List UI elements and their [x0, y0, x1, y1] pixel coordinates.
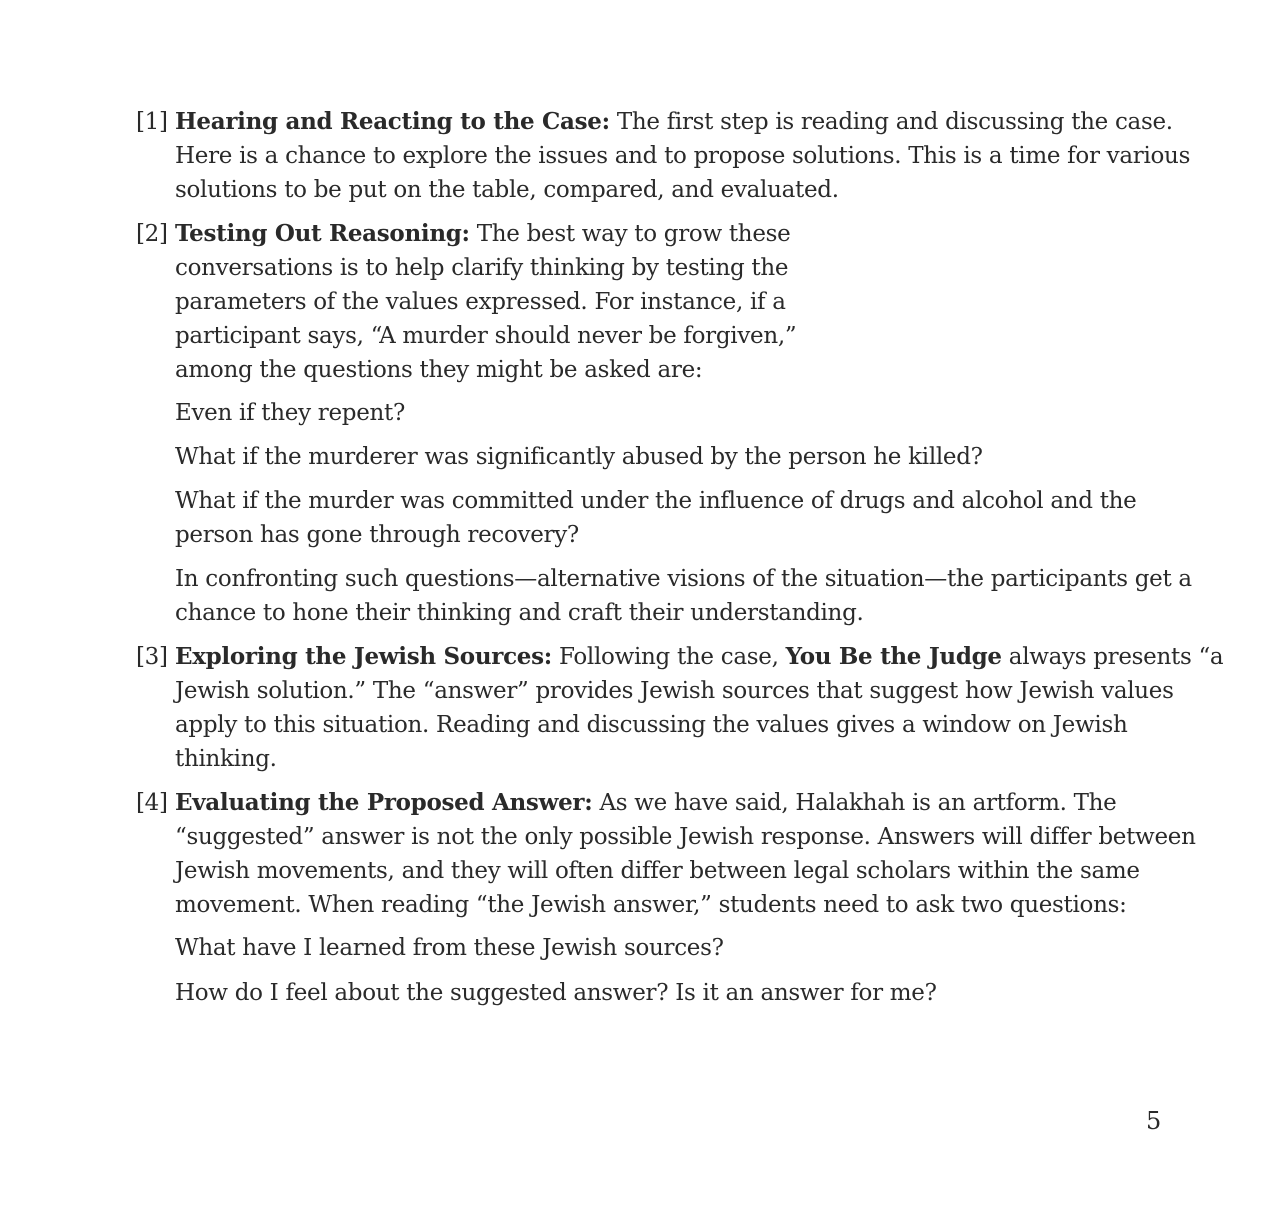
item-number: [3]: [136, 644, 168, 670]
item-line: among the questions they might be asked are:: [175, 357, 703, 383]
item-heading: Evaluating the Proposed Answer:: [175, 789, 593, 816]
page-number: 5: [1146, 1107, 1162, 1135]
item-text: Exploring the Jewish Sources: Following the case, You Be the Judge always presents “a Jewish solution.” The “answer” provides Jewish sources that suggest how Jewish values apply to this situation. Reading and discussing the values gives a window on Jewish thinking.: [175, 640, 1223, 776]
followup-paragraph: In confronting such questions—alternative visions of the situation—the participants get a chance to hone their thinking and craft their understanding.: [175, 566, 1192, 626]
item-line: solutions to be put on the table, compared, and evaluated.: [175, 177, 839, 203]
item-line: apply to this situation. Reading and discussing the values gives a window on Jewish: [175, 712, 1128, 738]
item-number: [1]: [136, 109, 168, 135]
followup-paragraph: What have I learned from these Jewish sources?: [175, 935, 724, 961]
item-line: thinking.: [175, 746, 277, 772]
item-number: [2]: [136, 221, 168, 247]
item-line: conversations is to help clarify thinking by testing the: [175, 255, 789, 281]
item-line: parameters of the values expressed. For instance, if a: [175, 289, 786, 315]
item-line: The best way to grow these: [469, 221, 791, 247]
followup-paragraph: Even if they repent?: [175, 400, 405, 426]
followup-paragraph: What if the murderer was significantly abused by the person he killed?: [175, 444, 983, 470]
item-line: movement. When reading “the Jewish answer,” students need to ask two questions:: [175, 892, 1127, 918]
item-line: Here is a chance to explore the issues and to propose solutions. This is a time for various: [175, 143, 1191, 169]
item-heading: Exploring the Jewish Sources:: [175, 643, 552, 670]
book-title: You Be the Judge: [785, 643, 1002, 670]
item-line: participant says, “A murder should never be forgiven,”: [175, 323, 797, 349]
item-line: Jewish solution.” The “answer” provides Jewish sources that suggest how Jewish values: [175, 678, 1174, 704]
item-line: The first step is reading and discussing the case.: [609, 109, 1173, 135]
followup-paragraph: How do I feel about the suggested answer? Is it an answer for me?: [175, 980, 937, 1006]
item-text: [175, 105, 1190, 207]
item-number: [4]: [136, 790, 168, 816]
item-line: Jewish movements, and they will often differ between legal scholars within the same: [175, 858, 1140, 884]
item-line: As we have said, Halakhah is an artform. The: [592, 790, 1117, 816]
item-text: [175, 217, 796, 387]
item-heading: Hearing and Reacting to the Case:: [175, 108, 610, 135]
followup-paragraph: What if the murder was committed under the influence of drugs and alcohol and the person has gone through recovery?: [175, 488, 1137, 548]
item-text: [175, 786, 1196, 922]
item-line: “suggested” answer is not the only possible Jewish response. Answers will differ between: [175, 824, 1196, 850]
item-heading: Testing Out Reasoning:: [175, 220, 470, 247]
